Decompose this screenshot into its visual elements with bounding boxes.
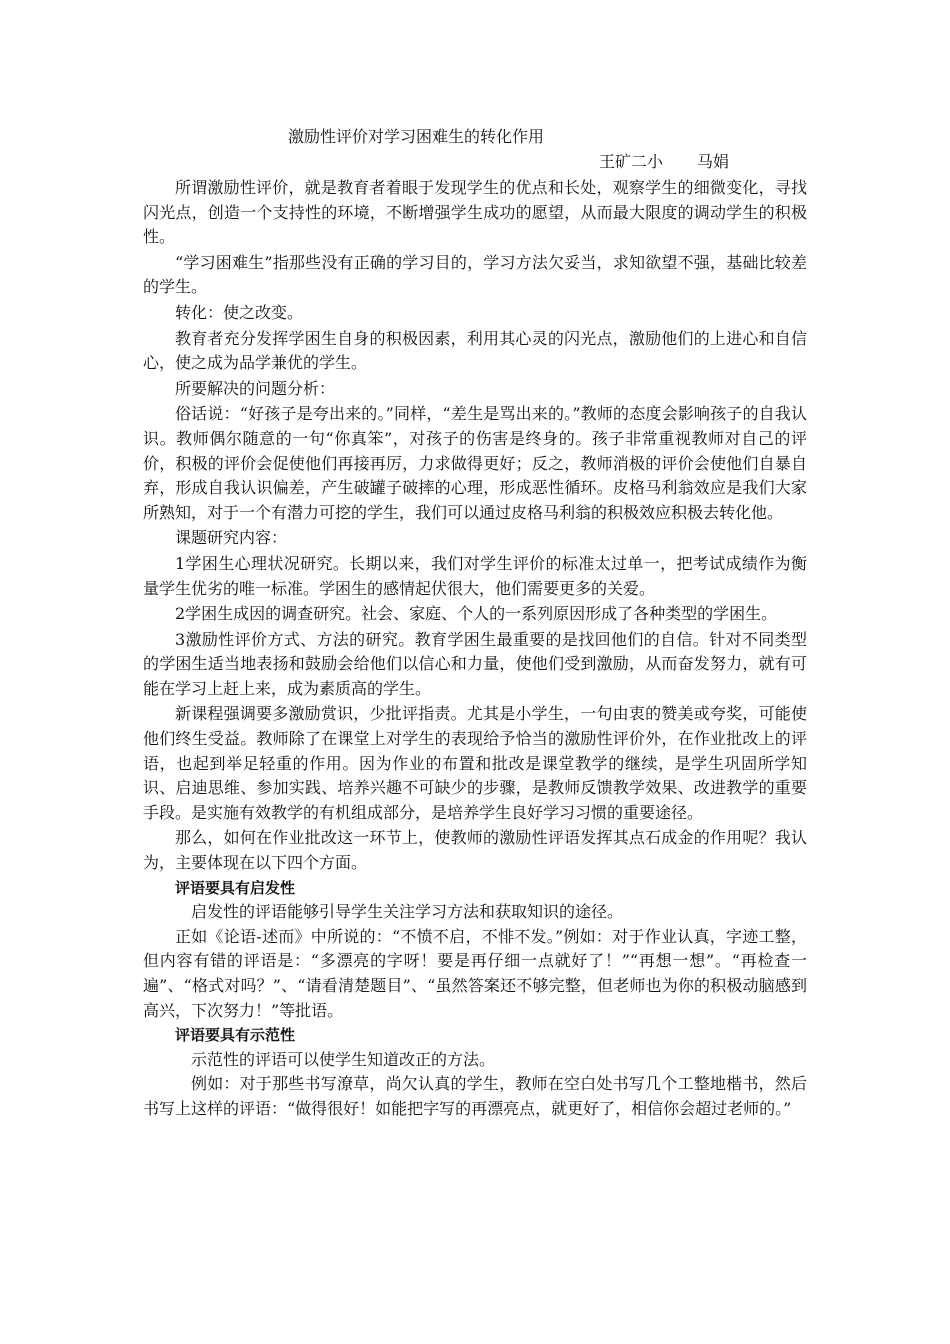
section-heading-exemplary: 评语要具有示范性: [175, 1026, 296, 1045]
paragraph-transform: 转化：使之改变。: [175, 302, 304, 322]
document-body: [143, 176, 807, 1122]
paragraph-research-2: 2学困生成因的调查研究。社会、家庭、个人的一系列原因形成了各种类型的学困生。: [175, 604, 778, 624]
paragraph-new-curriculum: 新课程强调要多激励赏识，少批评指责。尤其是小学生，一句由衷的赞美或夸奖，可能使他们终生受益。教师除了在课堂上对学生的表现给予恰当的激励性评价外，在作业批改上的评语，也起到举足轻重的作用。因为作业的布置和批改是课堂教学的继续，是学生巩固所学知识、启迪思维、参加实践、培养兴趣不可缺少的步骤，是教师反馈教学效果、改进教学的重要手段。是实施有效教学的有机组成部分，是培养学生良好学习习惯的重要途径。: [143, 704, 807, 822]
paragraph-four-aspects: 那么，如何在作业批改这一环节上，使教师的激励性评语发挥其点石成金的作用呢？我认为，主要体现在以下四个方面。: [143, 828, 807, 873]
paragraph-exemplary-example: 例如：对于那些书写潦草，尚欠认真的学生，教师在空白处书写几个工整地楷书，然后书写上这样的评语：“做得很好！如能把字写的再漂亮点，就更好了，相信你会超过老师的。”: [143, 1074, 807, 1118]
paragraph-exemplary-intro: 示范性的评语可以使学生知道改正的方法。: [191, 1049, 496, 1069]
paragraph-inspiring-example: 正如《论语-述而》中所说的：“不愤不启，不悱不发。”例如：对于作业认真，字迹工整，但内容有错的评语是：“多漂亮的字呀！要是再仔细一点就好了！”“再想一想”。“再检查一遍”、“格式对吗？”、“请看清楚题目”、“虽然答案还不够完整，但老师也为你的积极动脑感到高兴，下次努力！”等批语。: [143, 926, 807, 1020]
paragraph-definition: 所谓激励性评价，就是教育者着眼于发现学生的优点和长处，观察学生的细微变化，寻找闪光点，创造一个支持性的环境，不断增强学生成功的愿望，从而最大限度的调动学生的积极性。: [143, 178, 807, 247]
document-title: 激励性评价对学习困难生的转化作用: [288, 127, 545, 146]
paragraph-analysis-heading: 所要解决的问题分析：: [175, 378, 336, 398]
section-heading-inspiring: 评语要具有启发性: [175, 878, 296, 897]
paragraph-proverb: 俗话说：“好孩子是夸出来的。”同样，“差生是骂出来的。”教师的态度会影响孩子的自我认识。教师偶尔随意的一句“你真笨”，对孩子的伤害是终身的。孩子非常重视教师对自己的评价，积极的评价会促使他们再接再厉，力求做得更好；反之，教师消极的评价会使他们自暴自弃，形成自我认识偏差，产生破罐子破摔的心理，形成恶性循环。皮格马利翁效应是我们大家所熟知，对于一个有潜力可挖的学生，我们可以通过皮格马利翁的积极效应积极去转化他。: [143, 404, 807, 522]
author-line: [599, 151, 729, 173]
paragraph-difficult-students: “学习困难生”指那些没有正确的学习目的，学习方法欠妥当，求知欲望不强，基础比较差的学生。: [143, 252, 807, 297]
paragraph-research-1: 1学困生心理状况研究。长期以来，我们对学生评价的标准太过单一，把考试成绩作为衡量学生优劣的唯一标准。学困生的感情起伏很大，他们需要更多的关爱。: [143, 553, 807, 598]
author-name: 马娟: [697, 152, 730, 171]
paragraph-research-3: 3激励性评价方式、方法的研究。教育学困生最重要的是找回他们的自信。针对不同类型的学困生适当地表扬和鼓励会给他们以信心和力量，使他们受到激励，从而奋发努力，就有可能在学习上赶上来，成为素质高的学生。: [143, 629, 807, 698]
paragraph-inspiring-intro: 启发性的评语能够引导学生关注学习方法和获取知识的途径。: [191, 902, 624, 922]
author-school: 王矿二小: [599, 152, 664, 171]
paragraph-educator: 教育者充分发挥学困生自身的积极因素，利用其心灵的闪光点，激励他们的上进心和自信心，使之成为品学兼优的学生。: [143, 328, 807, 373]
paragraph-research-heading: 课题研究内容：: [175, 528, 288, 548]
